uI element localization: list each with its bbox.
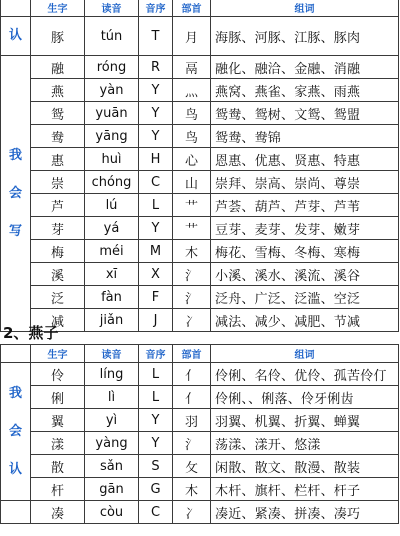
- cell-radical: 冫: [173, 501, 211, 524]
- cell-pinyin: lì: [85, 386, 139, 409]
- cell-char: 减: [31, 309, 85, 332]
- cell-words: 凑近、紧凑、拼凑、凑巧: [211, 501, 399, 524]
- cell-char: 伶: [31, 363, 85, 386]
- cell-char: 芽: [31, 217, 85, 240]
- cell-radical: 心: [173, 148, 211, 171]
- side-label-char: 认: [8, 28, 22, 43]
- cell-words: 燕窝、燕雀、家燕、雨燕: [211, 79, 399, 102]
- table-row: [1, 56, 399, 79]
- cell-radical: 亻: [173, 363, 211, 386]
- cell-letter: X: [139, 263, 173, 286]
- cell-radical: 亻: [173, 386, 211, 409]
- cell-char: 泛: [31, 286, 85, 309]
- table-row: [1, 409, 399, 432]
- cell-char: 芦: [31, 194, 85, 217]
- header-radical: 部首: [173, 345, 211, 363]
- cell-char: 鸯: [31, 125, 85, 148]
- side-label-char: 我: [8, 385, 22, 401]
- cell-words: 泛舟、广泛、泛滥、空泛: [211, 286, 399, 309]
- cell-pinyin: méi: [85, 240, 139, 263]
- table-header-row: [1, 0, 399, 17]
- cell-radical: 攵: [173, 455, 211, 478]
- cell-radical: 木: [173, 240, 211, 263]
- cell-char: 凑: [31, 501, 85, 524]
- cell-pinyin: líng: [85, 363, 139, 386]
- cell-char: 梅: [31, 240, 85, 263]
- vocab-table-part2: [0, 344, 399, 524]
- table-row: [1, 125, 399, 148]
- cell-radical: 鬲: [173, 56, 211, 79]
- cell-char: 融: [31, 56, 85, 79]
- side-label-group: [1, 56, 31, 332]
- table-row: [1, 102, 399, 125]
- header-char: 生字: [31, 345, 85, 363]
- cell-letter: Y: [139, 102, 173, 125]
- cell-radical: 冫: [173, 309, 211, 332]
- cell-radical: 氵: [173, 263, 211, 286]
- cell-words: 木杆、旗杆、栏杆、杆子: [211, 478, 399, 501]
- cell-pinyin: sǎn: [85, 455, 139, 478]
- cell-letter: J: [139, 309, 173, 332]
- cell-pinyin: yàn: [85, 79, 139, 102]
- cell-letter: L: [139, 194, 173, 217]
- cell-words: 闲散、散文、散漫、散装: [211, 455, 399, 478]
- cell-words: 豆芽、麦芽、发芽、嫩芽: [211, 217, 399, 240]
- cell-pinyin: jiǎn: [85, 309, 139, 332]
- cell-radical: 木: [173, 478, 211, 501]
- cell-letter: M: [139, 240, 173, 263]
- cell-letter: Y: [139, 432, 173, 455]
- side-label-char: 会: [8, 423, 22, 439]
- cell-letter: C: [139, 501, 173, 524]
- cell-words: 海豚、河豚、江豚、豚肉: [211, 17, 399, 56]
- cell-words: 鸳鸯、鸯锦: [211, 125, 399, 148]
- side-label-char: 认: [8, 461, 22, 477]
- header-pinyin: 读音: [85, 0, 139, 17]
- side-label-char: 会: [8, 185, 22, 201]
- header-words: 组词: [211, 0, 399, 17]
- cell-char: 散: [31, 455, 85, 478]
- cell-letter: G: [139, 478, 173, 501]
- cell-char: 豚: [31, 17, 85, 56]
- cell-radical: 鸟: [173, 125, 211, 148]
- cell-words: 减法、减少、减肥、节减: [211, 309, 399, 332]
- cell-words: 小溪、溪水、溪流、溪谷: [211, 263, 399, 286]
- cell-letter: T: [139, 17, 173, 56]
- table-row: [1, 386, 399, 409]
- cell-radical: 山: [173, 171, 211, 194]
- cell-radical: 羽: [173, 409, 211, 432]
- cell-letter: C: [139, 171, 173, 194]
- cell-pinyin: yì: [85, 409, 139, 432]
- table-row: [1, 217, 399, 240]
- cell-letter: Y: [139, 217, 173, 240]
- table-row: [1, 263, 399, 286]
- cell-letter: L: [139, 386, 173, 409]
- cell-words: 芦荟、葫芦、芦芽、芦苇: [211, 194, 399, 217]
- table-row: [1, 286, 399, 309]
- cell-pinyin: fàn: [85, 286, 139, 309]
- header-letter: 音序: [139, 0, 173, 17]
- cell-pinyin: yāng: [85, 125, 139, 148]
- cell-char: 燕: [31, 79, 85, 102]
- cell-pinyin: róng: [85, 56, 139, 79]
- cell-char: 惠: [31, 148, 85, 171]
- cell-pinyin: xī: [85, 263, 139, 286]
- table-row: [1, 309, 399, 332]
- table-row: [1, 432, 399, 455]
- table-row: [1, 79, 399, 102]
- header-pinyin: 读音: [85, 345, 139, 363]
- cell-letter: Y: [139, 79, 173, 102]
- cell-pinyin: lú: [85, 194, 139, 217]
- cell-pinyin: yuān: [85, 102, 139, 125]
- table-row: [1, 194, 399, 217]
- cell-radical: 艹: [173, 194, 211, 217]
- table-row: [1, 240, 399, 263]
- side-label-char: 写: [8, 223, 22, 239]
- cell-words: 梅花、雪梅、冬梅、寒梅: [211, 240, 399, 263]
- cell-radical: 鸟: [173, 102, 211, 125]
- table-row: [1, 148, 399, 171]
- table-row: [1, 478, 399, 501]
- cell-char: 溪: [31, 263, 85, 286]
- cell-letter: R: [139, 56, 173, 79]
- header-char: 生字: [31, 0, 85, 17]
- side-label-empty: [1, 501, 31, 524]
- cell-pinyin: còu: [85, 501, 139, 524]
- cell-letter: Y: [139, 125, 173, 148]
- cell-letter: Y: [139, 409, 173, 432]
- cell-radical: 灬: [173, 79, 211, 102]
- cell-letter: F: [139, 286, 173, 309]
- cell-letter: S: [139, 455, 173, 478]
- cell-words: 伶俐、名伶、优伶、孤苦伶仃: [211, 363, 399, 386]
- header-radical: 部首: [173, 0, 211, 17]
- cell-words: 伶俐、、俐落、伶牙俐齿: [211, 386, 399, 409]
- cell-radical: 艹: [173, 217, 211, 240]
- side-label-group: [1, 363, 31, 501]
- cell-pinyin: tún: [85, 17, 139, 56]
- table-row: [1, 501, 399, 524]
- cell-words: 鸳鸯、鸳树、文鸳、鸳盟: [211, 102, 399, 125]
- cell-words: 恩惠、优惠、贤惠、特惠: [211, 148, 399, 171]
- cell-char: 翼: [31, 409, 85, 432]
- cell-letter: L: [139, 363, 173, 386]
- cell-words: 融化、融洽、金融、消融: [211, 56, 399, 79]
- cell-pinyin: yá: [85, 217, 139, 240]
- cell-pinyin: huì: [85, 148, 139, 171]
- cell-radical: 氵: [173, 432, 211, 455]
- cell-char: 鸳: [31, 102, 85, 125]
- cell-pinyin: yàng: [85, 432, 139, 455]
- cell-words: 荡漾、漾开、悠漾: [211, 432, 399, 455]
- cell-pinyin: chóng: [85, 171, 139, 194]
- header-side: [1, 345, 31, 363]
- cell-pinyin: gān: [85, 478, 139, 501]
- cell-char: 崇: [31, 171, 85, 194]
- cell-words: 崇拜、崇高、崇尚、尊崇: [211, 171, 399, 194]
- cell-radical: 月: [173, 17, 211, 56]
- header-side: [1, 0, 31, 17]
- cell-char: 杆: [31, 478, 85, 501]
- cell-char: 俐: [31, 386, 85, 409]
- side-label-first: [1, 17, 31, 56]
- table-row: [1, 363, 399, 386]
- table-row: [1, 17, 399, 56]
- table-row: [1, 171, 399, 194]
- cell-radical: 氵: [173, 286, 211, 309]
- cell-char: 漾: [31, 432, 85, 455]
- table-header-row: [1, 345, 399, 363]
- table-row: [1, 455, 399, 478]
- section-title: 2、燕子: [3, 324, 59, 342]
- cell-letter: H: [139, 148, 173, 171]
- side-label-char: 我: [8, 147, 22, 163]
- header-letter: 音序: [139, 345, 173, 363]
- cell-words: 羽翼、机翼、折翼、蝉翼: [211, 409, 399, 432]
- header-words: 组词: [211, 345, 399, 363]
